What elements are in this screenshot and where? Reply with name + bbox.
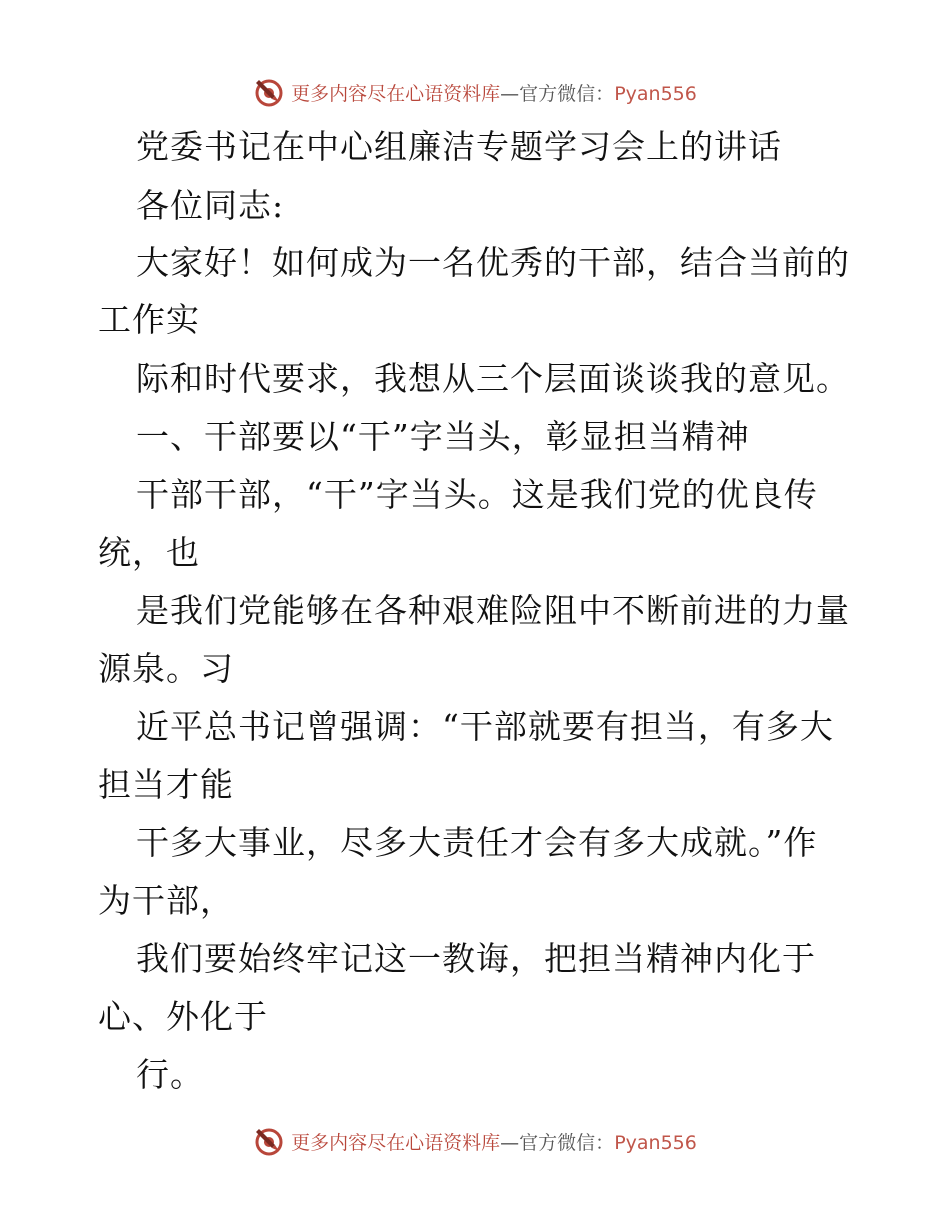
paragraph-line: 际和时代要求，我想从三个层面谈谈我的意见。 bbox=[136, 359, 850, 398]
pen-circle-logo-icon bbox=[253, 76, 285, 108]
watermark-dash: — bbox=[500, 1131, 520, 1154]
header-watermark bbox=[0, 72, 950, 112]
paragraph-line: 近平总书记曾强调：“干部就要有担当，有多大 bbox=[136, 707, 834, 746]
section-heading: 一、干部要以“干”字当头，彰显担当精神 bbox=[136, 417, 750, 456]
paragraph-line: 行。 bbox=[136, 1055, 204, 1094]
paragraph-line: 是我们党能够在各种艰难险阻中不断前进的力量 bbox=[136, 591, 850, 630]
watermark-wechat-label: 官方微信： bbox=[519, 82, 615, 105]
paragraph-line: 大家好！如何成为一名优秀的干部，结合当前的 bbox=[136, 243, 850, 282]
paragraph-line: 为干部， bbox=[98, 881, 234, 920]
watermark-site-text: 更多内容尽在心语资料库 bbox=[291, 82, 501, 105]
footer-watermark bbox=[0, 1121, 950, 1161]
watermark-wechat-label: 官方微信： bbox=[519, 1131, 615, 1154]
watermark-text bbox=[291, 1128, 697, 1155]
paragraph-line: 源泉。习 bbox=[98, 649, 234, 688]
paragraph-line: 我们要始终牢记这一教诲，把担当精神内化于 bbox=[136, 939, 816, 978]
paragraph-line: 干多大事业，尽多大责任才会有多大成就。”作 bbox=[136, 823, 818, 862]
salutation: 各位同志: bbox=[136, 186, 285, 225]
document-title: 党委书记在中心组廉洁专题学习会上的讲话 bbox=[136, 127, 782, 166]
paragraph-line: 心、外化于 bbox=[98, 997, 268, 1036]
paragraph-line: 担当才能 bbox=[98, 765, 234, 804]
watermark-dash: — bbox=[500, 82, 520, 105]
watermark-site-text: 更多内容尽在心语资料库 bbox=[291, 1131, 501, 1154]
paragraph-line: 工作实 bbox=[98, 300, 200, 339]
watermark-text bbox=[291, 79, 697, 106]
watermark-wechat-id: Pyan556 bbox=[614, 82, 697, 105]
paragraph-line: 统，也 bbox=[98, 533, 200, 572]
paragraph-line: 干部干部，“干”字当头。这是我们党的优良传 bbox=[136, 475, 818, 514]
pen-circle-logo-icon bbox=[253, 1125, 285, 1157]
watermark-wechat-id: Pyan556 bbox=[614, 1131, 697, 1154]
